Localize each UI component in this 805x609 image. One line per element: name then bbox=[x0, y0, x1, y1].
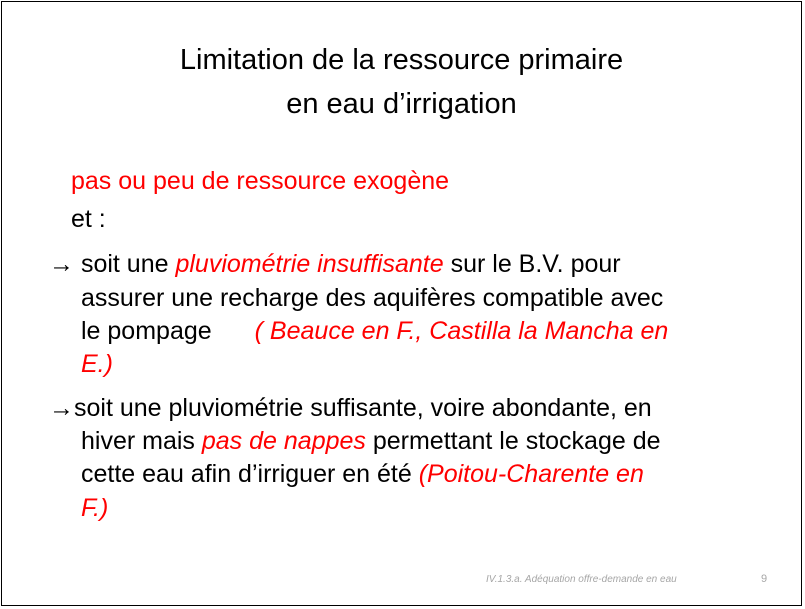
bullet-1-highlight: pluviométrie insuffisante bbox=[175, 250, 444, 278]
bullet-1-line-1 bbox=[49, 247, 621, 281]
bullet-1-example: ( Beauce en F., Castilla la Mancha en bbox=[254, 317, 669, 345]
footer-caption: IV.1.3.a. Adéquation offre-demande en eau bbox=[486, 574, 677, 585]
arrow-right-icon: → bbox=[49, 394, 74, 422]
bullet-2-example: (Poitou-Charente en bbox=[418, 460, 644, 488]
bullet-2-text: soit une pluviométrie suffisante, voire abondante, en bbox=[74, 394, 652, 422]
bullet-2-line-3 bbox=[81, 457, 644, 491]
bullet-2-line-1 bbox=[49, 391, 652, 425]
bullet-1-text-a: soit une bbox=[74, 250, 176, 278]
bullet-2-line-4: F.) bbox=[81, 494, 109, 522]
bullet-2-line-2 bbox=[81, 424, 661, 458]
bullet-2-text-c: permettant le stockage de bbox=[365, 427, 661, 455]
bullet-2-line-3-text: cette eau afin d’irriguer en été bbox=[81, 460, 419, 488]
bullet-1-line-3-text: le pompage bbox=[81, 317, 212, 345]
intro-line-2: et : bbox=[71, 205, 106, 233]
intro-line-1: pas ou peu de ressource exogène bbox=[71, 167, 450, 195]
slide bbox=[1, 1, 802, 606]
bullet-1-line-4: E.) bbox=[81, 350, 113, 378]
title-line-1: Limitation de la ressource primaire bbox=[179, 44, 624, 76]
slide-body bbox=[2, 2, 801, 605]
title-line-2: en eau d’irrigation bbox=[286, 88, 517, 120]
bullet-2-highlight: pas de nappes bbox=[201, 427, 366, 455]
bullet-1-line-3 bbox=[81, 314, 668, 348]
bullet-2-text-a: hiver mais bbox=[81, 427, 202, 455]
bullet-1-line-2: assurer une recharge des aquifères compatible avec bbox=[81, 284, 664, 312]
page-number: 9 bbox=[761, 573, 768, 585]
bullet-1-text-c: sur le B.V. pour bbox=[443, 250, 621, 278]
arrow-right-icon: → bbox=[49, 250, 74, 278]
